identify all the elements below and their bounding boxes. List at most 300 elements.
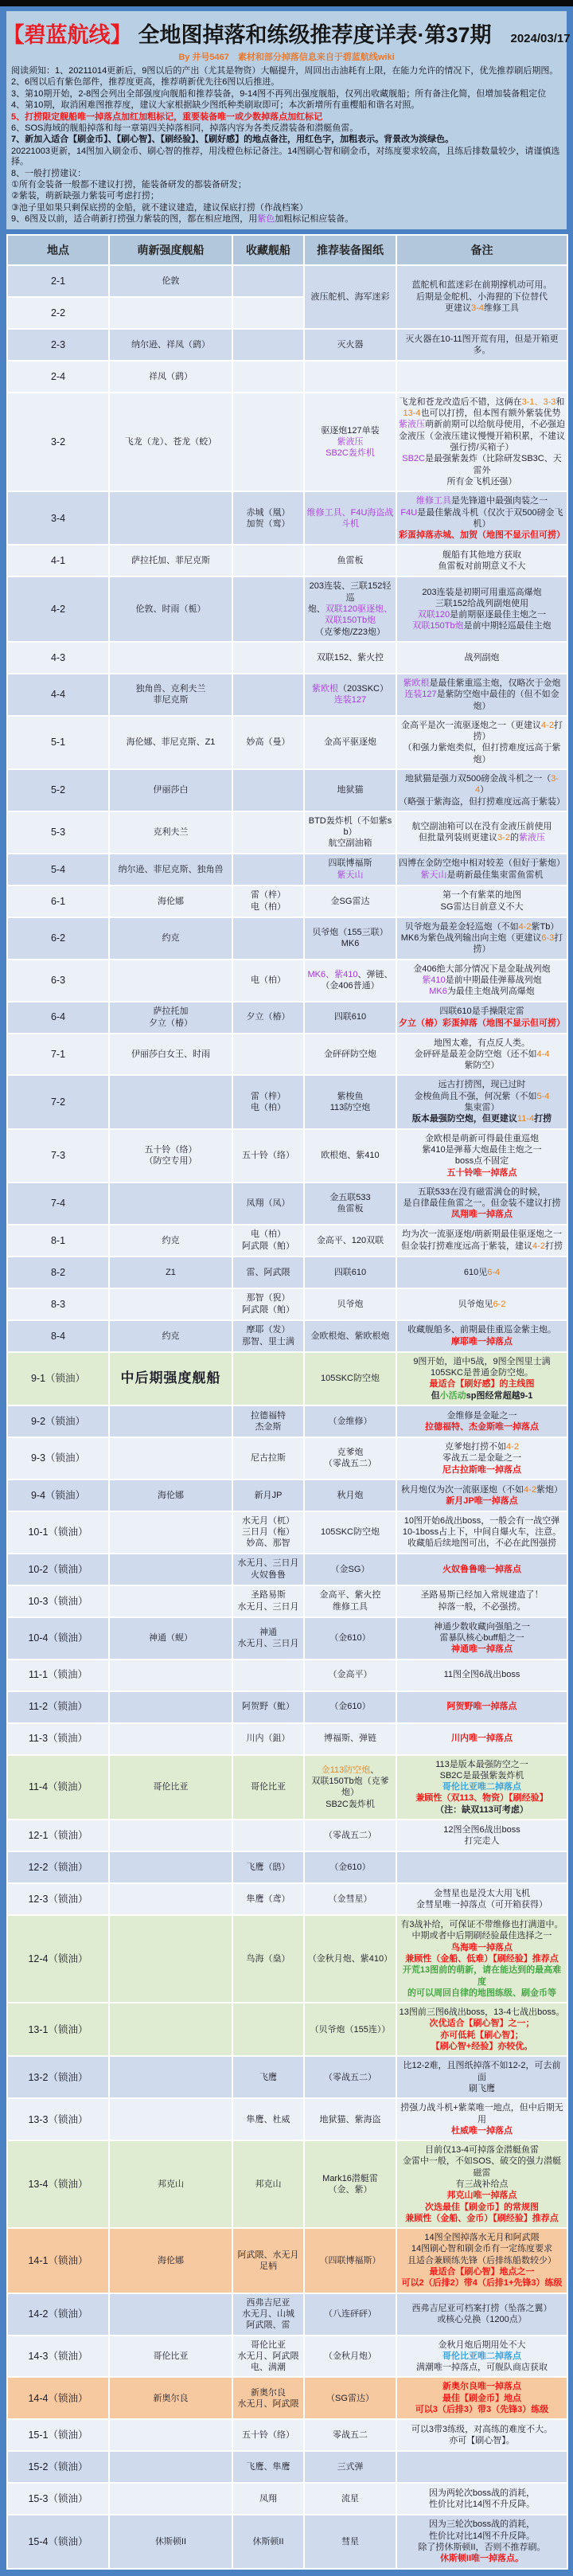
remarks-cell: 10图开始6战出boss，一般会有一战空弹 10-1boss占上下，中间自爆火车，注意。 收藏船后续地图可出，不必在此图强捞: [396, 1511, 567, 1554]
newbie-ships-cell: 约克: [109, 917, 232, 960]
location-cell: 9-1（锁油）: [7, 1352, 109, 1405]
newbie-ships-cell: [109, 1723, 232, 1755]
note-line: 9、6图及以前，适合萌新打捞强力紫装的图，都在相应地图，用紫色加粗标记相应装备。: [11, 214, 354, 225]
blueprints-cell: 彗星: [304, 2515, 396, 2568]
blueprints-cell: 105SKC防空炮: [304, 1511, 396, 1554]
blueprints-cell: 四联610: [304, 1257, 396, 1288]
byline: By 井号5467 素材和部分掉落信息来自于碧蓝航线wiki: [178, 53, 395, 62]
location-cell: 14-1（锁油）: [7, 2228, 109, 2293]
blueprints-cell: BTD轰炸机（不如紫sb） 航空副油箱: [304, 811, 396, 854]
location-cell: 11-2（锁油）: [7, 1691, 109, 1723]
blueprints-cell: 贝爷炮: [304, 1288, 396, 1320]
collection-ships-cell: [232, 545, 304, 577]
blueprints-cell: 金砰砰防空炮: [304, 1034, 396, 1076]
blueprints-cell: MK6、紫410、弹链、 （金406普通）: [304, 960, 396, 1002]
remarks-cell: 金彗星也是没太大用飞机 金彗星唯一掉落点（可开箱获得）: [396, 1883, 567, 1915]
table-row: [7, 1320, 567, 1352]
blueprints-cell: Mark16潜艇雷 （金、紫）: [304, 2140, 396, 2228]
newbie-ships-cell: [109, 1883, 232, 1915]
blueprints-cell: 金SG雷达: [304, 885, 396, 917]
collection-ships-cell: 飞鹰（鸱）: [232, 1851, 304, 1883]
blueprints-cell: 105SKC防空炮: [304, 1352, 396, 1405]
table-row: [7, 1883, 567, 1915]
location-cell: 10-3（锁油）: [7, 1585, 109, 1617]
collection-ships-cell: [232, 674, 304, 716]
table-row: [7, 1511, 567, 1554]
collection-ships-cell: 那智（猊） 阿武隈（鲌）: [232, 1288, 304, 1320]
location-cell: 6-4: [7, 1002, 109, 1034]
collection-ships-cell: [232, 393, 304, 491]
reader-notes: [11, 66, 562, 225]
newbie-ships-cell: 约克: [109, 1320, 232, 1352]
table-row: [7, 1723, 567, 1755]
remarks-cell: 金欧根是萌新可得最佳重巡炮 紫410是弹幕大炮最佳主炮之一 boss点不固定 五十铃唯一掉落点: [396, 1129, 567, 1182]
remarks-cell: 飞龙和苍龙改造后不错，这俩在3-1、3-3和 13-4也可以打捞，但本图有额外紫装优势 紫液压萌新前期可以给航母使用，不必强迫 金液压（金液压建议慢慢开箱积累，不建议 强行捞/买箱子） SB2C是最强紫轰炸（比除研发SB3C、天雷外 所有金飞机还强）: [396, 393, 567, 491]
location-cell: 9-4（锁油）: [7, 1480, 109, 1511]
location-cell: 14-3（锁油）: [7, 2336, 109, 2378]
newbie-ships-cell: [109, 297, 232, 329]
collection-ships-cell: 新月JP: [232, 1480, 304, 1511]
location-cell: 12-2（锁油）: [7, 1851, 109, 1883]
location-cell: 4-3: [7, 642, 109, 674]
table-row: [7, 2003, 567, 2056]
location-cell: 9-2（锁油）: [7, 1405, 109, 1437]
table-row: [7, 1755, 567, 1820]
note-line: 3、第10期开始，2-8图会列出全部强度向舰船和推荐装备，9-14图不再列出强度舰船，仅列出收藏舰船；所有备注化简，但增加装备粗定位: [11, 88, 547, 99]
newbie-ships-cell: 独角兽、克利夫兰 菲尼克斯: [109, 674, 232, 716]
newbie-ships-cell: 海伦娜: [109, 885, 232, 917]
table-row: [7, 2419, 567, 2451]
remarks-cell: 第一个有紫菜的地图 SG雷达目前意义不大: [396, 885, 567, 917]
blueprints-cell: 克爹炮 （零战五二）: [304, 1437, 396, 1480]
newbie-ships-cell: [109, 2056, 232, 2098]
location-cell: 6-1: [7, 885, 109, 917]
collection-ships-cell: [232, 642, 304, 674]
collection-ships-cell: 阿贺野（魮）: [232, 1691, 304, 1723]
newbie-ships-cell: 伊丽莎白: [109, 769, 232, 811]
location-cell: 13-1（锁油）: [7, 2003, 109, 2056]
location-cell: 12-4（锁油）: [7, 1915, 109, 2003]
location-cell: 2-2: [7, 297, 109, 329]
remarks-cell: 圣路易斯已经加入常规建造了！ 掉落一般，不必强捞。: [396, 1585, 567, 1617]
table-row: [7, 1659, 567, 1691]
location-cell: 8-1: [7, 1225, 109, 1257]
col-header-newbie-ships: 萌新强度舰船: [109, 235, 232, 265]
newbie-ships-cell: 哥伦比亚: [109, 2336, 232, 2378]
collection-ships-cell: [232, 1659, 304, 1691]
remarks-cell: 灭火器在10-11图开荒有用，但是开箱更多。: [396, 329, 567, 361]
remarks-cell: 维修工具是先锋道中最强肉装之一 F4U是最佳紫战斗机（仅次于双500磅金飞机） 彩蛋掉落赤城、加贺（地图不显示但可捞）: [396, 491, 567, 545]
table-row: [7, 545, 567, 577]
newbie-ships-cell: 萨拉托加、菲尼克斯: [109, 545, 232, 577]
blueprints-cell: 地狱猫、紫海盗: [304, 2098, 396, 2140]
blueprints-cell: 贝爷炮（155三联） MK6: [304, 917, 396, 960]
collection-ships-cell: [232, 265, 304, 297]
table-row: [7, 2293, 567, 2336]
table-row: [7, 2451, 567, 2483]
collection-ships-cell: [232, 1034, 304, 1076]
location-cell: 2-4: [7, 361, 109, 393]
title-brand: 【碧蓝航线】: [2, 23, 132, 47]
blueprints-cell: 金高平、紫火控 维修工具: [304, 1585, 396, 1617]
collection-ships-cell: 电（柏） 阿武隈（鲌）: [232, 1225, 304, 1257]
blueprints-cell: （金彗星）: [304, 1883, 396, 1915]
note-line: 7、新加入适合【刷金币】、【刷心智】、【刷经验】、【刷好感】的地点备注，用红色字，加粗表示。背景改为淡绿色。: [11, 135, 454, 145]
table-row: [7, 854, 567, 885]
remarks-cell: 川内唯一掉落点: [396, 1723, 567, 1755]
blueprints-cell: （金SG）: [304, 1554, 396, 1585]
location-cell: 10-1（锁油）: [7, 1511, 109, 1554]
remarks-cell: 金维修是金耻之一 拉德福特、杰金斯唯一掉落点: [396, 1405, 567, 1437]
collection-ships-cell: 五十铃（络）: [232, 1129, 304, 1182]
collection-ships-cell: 水无月、三日月 火奴鲁鲁: [232, 1554, 304, 1585]
collection-ships-cell: 哥伦比亚 水无月、阿武隈 电、满潮: [232, 2336, 304, 2378]
collection-ships-cell: 拉德福特 杰金斯: [232, 1405, 304, 1437]
remarks-cell: 收藏舰船多、前期最佳重巡金紫主炮。 摩耶唯一掉落点: [396, 1320, 567, 1352]
blueprints-cell: （四联博福斯）: [304, 2228, 396, 2293]
table-row: [7, 1034, 567, 1076]
location-cell: 15-4（锁油）: [7, 2515, 109, 2568]
table-row: [7, 1851, 567, 1883]
remarks-cell: 113是版本最强防空之一 SB2C是最强紫轰炸机 哥伦比亚唯二掉落点 兼顾性（双113、物资）【刷经验】 （注：缺双113可考虑）: [396, 1755, 567, 1820]
blueprints-cell: （贝爷炮（155连））: [304, 2003, 396, 2056]
table-row: [7, 1554, 567, 1585]
table-row: [7, 674, 567, 716]
newbie-ships-cell: [109, 1511, 232, 1554]
location-cell: 7-4: [7, 1182, 109, 1225]
top-border: [0, 0, 573, 6]
location-cell: 5-1: [7, 716, 109, 769]
collection-ships-cell: [232, 329, 304, 361]
collection-ships-cell: [232, 1352, 304, 1405]
note-line: ①所有金装备一般都不建议打捞，能装备研发的都装备研发；: [11, 180, 247, 190]
table-row: [7, 811, 567, 854]
remarks-cell: 610见6-4: [396, 1257, 567, 1288]
remarks-cell: 战列副炮: [396, 642, 567, 674]
table-row: [7, 1915, 567, 2003]
location-cell: 14-2（锁油）: [7, 2293, 109, 2336]
newbie-ships-cell: 飞龙（龙）、苍龙（蛟）: [109, 393, 232, 491]
remarks-cell: 地狱猫是强力双500磅金战斗机之一（3-4） （略强于紫海盗，但打捞难度远高于紫装）: [396, 769, 567, 811]
newbie-ships-cell: [109, 1554, 232, 1585]
remarks-cell: 金秋月炮后期用处不大 哥伦比亚唯二掉落点 满潮唯一掉落点，可舰队商店获取: [396, 2336, 567, 2378]
newbie-ships-cell: 祥凤（鹞）: [109, 361, 232, 393]
table-header-row: [7, 235, 567, 265]
location-cell: 5-3: [7, 811, 109, 854]
table-row: [7, 1225, 567, 1257]
location-cell: 3-4: [7, 491, 109, 545]
collection-ships-cell: 夕立（椿）: [232, 1002, 304, 1034]
location-cell: 14-4（锁油）: [7, 2377, 109, 2419]
newbie-ships-cell: [109, 1820, 232, 1851]
remarks-cell: 蓝舵机和蓝迷彩在前期撑机动可用。 后期是金舵机、小海狸的下位替代 更建议3-4维修工具: [396, 265, 567, 329]
remarks-cell: 金高平是次一流驱逐炮之一（更建议4-2打捞） （和强力紫炮类似，但打捞难度远高于紫炮）: [396, 716, 567, 769]
table-row: [7, 2098, 567, 2140]
location-cell: 8-4: [7, 1320, 109, 1352]
collection-ships-cell: 水无月（杌） 三日月（柂） 妙高、那智: [232, 1511, 304, 1554]
remarks-cell: 阿贺野唯一掉落点: [396, 1691, 567, 1723]
table-row: [7, 1182, 567, 1225]
newbie-ships-cell: [109, 491, 232, 545]
blueprints-cell: 金五联533 鱼雷板: [304, 1182, 396, 1225]
blueprints-cell: 金高平驱逐炮: [304, 716, 396, 769]
location-cell: 8-3: [7, 1288, 109, 1320]
location-cell: 5-4: [7, 854, 109, 885]
title-date: 2024/03/17: [510, 32, 571, 45]
col-header-remarks: 备注: [396, 235, 567, 265]
blueprints-cell: 灭火器: [304, 329, 396, 361]
blueprints-cell: 四联博福斯 紫天山: [304, 854, 396, 885]
location-cell: 6-3: [7, 960, 109, 1002]
remarks-cell: 神通少数收藏向强船之一 雷暴队核心buff船之一 神通唯一掉落点: [396, 1617, 567, 1659]
blueprints-cell: （金高平）: [304, 1659, 396, 1691]
newbie-ships-cell: 海伦娜、菲尼克斯、Z1: [109, 716, 232, 769]
newbie-ships-cell: [109, 1437, 232, 1480]
blueprints-cell: 流星: [304, 2483, 396, 2515]
location-cell: 13-4（锁油）: [7, 2140, 109, 2228]
table-row: [7, 2056, 567, 2098]
newbie-ships-cell: 萨拉托加 夕立（椿）: [109, 1002, 232, 1034]
collection-ships-cell: 川内（鉏）: [232, 1723, 304, 1755]
remarks-cell: 13图前三图6战出boss，13-4七战出boss。 次优适合【刷心智】之一； 亦可低耗【刷心智】； 【刷心智+经验】亦较优。: [396, 2003, 567, 2056]
newbie-ships-cell: 约克: [109, 1225, 232, 1257]
remarks-cell: 五联533在没有磁雷满仓的时候， 是自律最佳鱼雷之一。但金装不建议打捞 凤翔唯一掉落点: [396, 1182, 567, 1225]
table-row: [7, 960, 567, 1002]
collection-ships-cell: [232, 2003, 304, 2056]
remarks-cell: 12图全图6战出boss 打完走人: [396, 1820, 567, 1851]
collection-ships-cell: 摩耶（发） 那智、里士满: [232, 1320, 304, 1352]
table-row: [7, 1405, 567, 1437]
remarks-cell: [396, 2451, 567, 2483]
location-cell: 11-3（锁油）: [7, 1723, 109, 1755]
remarks-cell: 贝爷炮见6-2: [396, 1288, 567, 1320]
collection-ships-cell: [232, 917, 304, 960]
location-cell: 5-2: [7, 769, 109, 811]
newbie-ships-cell: [109, 2003, 232, 2056]
remarks-cell: 均为次一流驱逐炮/萌新期最佳驱逐炮之一 但金装打捞难度远高于紫装，建议4-2打捞: [396, 1225, 567, 1257]
title-main: 全地图掉落和练级推荐度详表·第37期: [138, 23, 492, 47]
remarks-cell: 紫欧根是最佳紫重巡主炮，仅略次于金炮 连装127是紫防空炮中最佳的（但不如金炮）: [396, 674, 567, 716]
note-line: 2、6图以后有紫色部件，推荐度更高，推荐萌新优先往6图以后推进。: [11, 77, 280, 88]
newbie-ships-cell: 纳尔逊、菲尼克斯、独角兽: [109, 854, 232, 885]
blueprints-cell: 金113防空炮、 双联150Tb炮（克爹炮） SB2C轰炸机: [304, 1755, 396, 1820]
note-line: 8、一般打捞建议：: [11, 168, 87, 178]
newbie-ships-cell: [109, 2419, 232, 2451]
newbie-ships-cell: 五十铃（络） （防空专用）: [109, 1129, 232, 1182]
location-cell: 11-1（锁油）: [7, 1659, 109, 1691]
newbie-ships-cell: [109, 1585, 232, 1617]
collection-ships-cell: [232, 769, 304, 811]
collection-ships-cell: 雷、阿武隈: [232, 1257, 304, 1288]
table-row: [7, 885, 567, 917]
blueprints-cell: 欧根炮、紫410: [304, 1129, 396, 1182]
blueprints-cell: （金秋月炮、紫410）: [304, 1915, 396, 2003]
collection-ships-cell: 邦克山: [232, 2140, 304, 2228]
drop-table-body: [7, 265, 567, 2569]
blueprints-cell: 鱼雷板: [304, 545, 396, 577]
remarks-cell: 因为两轮次boss战的消耗， 性价比对比14图不升反降。: [396, 2483, 567, 2515]
table-row: [7, 2483, 567, 2515]
blueprints-cell: （金610）: [304, 1617, 396, 1659]
header-panel: [2, 11, 571, 229]
collection-ships-cell: 雷（梓） 电（柏）: [232, 885, 304, 917]
collection-ships-cell: 电（柏）: [232, 960, 304, 1002]
newbie-ships-cell: 克利夫兰: [109, 811, 232, 854]
newbie-ships-cell: [109, 1075, 232, 1128]
newbie-ships-cell: 海伦娜: [109, 2228, 232, 2293]
collection-ships-cell: 鸟海（燊）: [232, 1915, 304, 2003]
location-cell: 6-2: [7, 917, 109, 960]
blueprints-cell: （零战五二）: [304, 1820, 396, 1851]
collection-ships-cell: 西弗吉尼亚 水无月、山城 阿武隈、雷: [232, 2293, 304, 2336]
blueprints-cell: （八连砰砰）: [304, 2293, 396, 2336]
table-row: [7, 577, 567, 641]
collection-ships-cell: 飞鹰: [232, 2056, 304, 2098]
location-cell: 13-2（锁油）: [7, 2056, 109, 2098]
collection-ships-cell: [232, 577, 304, 641]
remarks-cell: 因为三轮次boss战的消耗， 性价比对比14图不升反降。 除了捞休斯顿II，否则不推荐刷。 休斯顿II唯一掉落点。: [396, 2515, 567, 2568]
blueprints-cell: 零战五二: [304, 2419, 396, 2451]
location-cell: 12-3（锁油）: [7, 1883, 109, 1915]
collection-ships-cell: 休斯顿II: [232, 2515, 304, 2568]
collection-ships-cell: 赤城（凰） 加贺（鸾）: [232, 491, 304, 545]
newbie-ships-cell: 哥伦比亚: [109, 1755, 232, 1820]
page-title: [2, 18, 571, 49]
remarks-cell: 远古打捞图，现已过时 金梭鱼尚且不强，何况紫（不如5-4集束雷） 版本最强防空炮，但更建议11-4打捞: [396, 1075, 567, 1128]
newbie-ships-cell: 伦敦: [109, 265, 232, 297]
remarks-cell: 203连装是初期可用重巡高爆炮 三联152给战列副炮使用 双联120是前期驱逐最佳主炮之一 双联150Tb炮是前中期轻巡最佳主炮: [396, 577, 567, 641]
remarks-cell: 14图全图掉落水无月和阿武隈 14图刷心智和刷金币有一定练度要求 且适合兼顾练先锋（后排练船数较少） 最适合【刷心智】地点之一 可以2（后排2）带4（后排1+先锋3）练级: [396, 2228, 567, 2293]
remarks-cell: 9图开始，道中5战，9图全图里士满 105SKC是普通金防空炮。 最适合【刷好感】的主线图 但小活动sp图经常超越9-1: [396, 1352, 567, 1405]
col-header-location: 地点: [7, 235, 109, 265]
remarks-cell: 11图全图6战出boss: [396, 1659, 567, 1691]
collection-ships-cell: 尼古拉斯: [232, 1437, 304, 1480]
table-row: [7, 1691, 567, 1723]
location-cell: 11-4（锁油）: [7, 1755, 109, 1820]
location-cell: 12-1（锁油）: [7, 1820, 109, 1851]
location-cell: 7-2: [7, 1075, 109, 1128]
table-row: [7, 716, 567, 769]
newbie-ships-cell: 中后期强度舰船: [109, 1352, 232, 1405]
table-row: [7, 1480, 567, 1511]
table-row: [7, 1820, 567, 1851]
note-line: ②紫装，萌新缺强力紫装可考虑打捞；: [11, 191, 159, 201]
table-row: [7, 329, 567, 361]
blueprints-cell: 四联610: [304, 1002, 396, 1034]
newbie-ships-cell: [109, 2293, 232, 2336]
blueprints-cell: 秋月炮: [304, 1480, 396, 1511]
newbie-ships-cell: [109, 1691, 232, 1723]
collection-ships-cell: 飞鹰、隼鹰: [232, 2451, 304, 2483]
note-line: 20221003更新，14图加入刷金币、刷心智的推荐，用浅橙色标记备注。14图刷心智和刷金币，对练度要求较高，且练后排数量较少，请谨慎选择。: [11, 146, 560, 167]
table-row: [7, 642, 567, 674]
blueprints-cell: 地狱猫: [304, 769, 396, 811]
newbie-ships-cell: [109, 1915, 232, 2003]
newbie-ships-cell: [109, 1288, 232, 1320]
blueprints-cell: 双联152、紫火控: [304, 642, 396, 674]
blueprints-cell: （金610）: [304, 1691, 396, 1723]
newbie-ships-cell: [109, 2451, 232, 2483]
table-row: [7, 1585, 567, 1617]
table-row: [7, 1617, 567, 1659]
table-row: [7, 1002, 567, 1034]
remarks-cell: 目前仅13-4可掉落金潜艇鱼雷 金雷中一般，不如SOS、破交的强力潜艇磁雷 有三战补给点 邦克山唯一掉落点 次选最佳【刷金币】的常规图 兼顾性（金船、金币）【刷经验】推荐点: [396, 2140, 567, 2228]
collection-ships-cell: 凤翔（凤）: [232, 1182, 304, 1225]
table-row: [7, 1437, 567, 1480]
location-cell: 4-2: [7, 577, 109, 641]
newbie-ships-cell: [109, 1405, 232, 1437]
location-cell: 15-1（锁油）: [7, 2419, 109, 2451]
collection-ships-cell: [232, 1820, 304, 1851]
newbie-ships-cell: 伦敦、时雨（栀）: [109, 577, 232, 641]
blueprints-cell: （零战五二）: [304, 2056, 396, 2098]
newbie-ships-cell: [109, 1182, 232, 1225]
remarks-cell: 航空副油箱可以在没有金液压前使用 但批量列装则更建议3-2的紫液压: [396, 811, 567, 854]
blueprints-cell: （金秋月炮）: [304, 2336, 396, 2378]
collection-ships-cell: 阿武隈、水无月 足柄: [232, 2228, 304, 2293]
remarks-cell: 新奥尔良唯一掉落点 最佳【刷金币】地点 可以3（后排3）带3（先锋3）练级: [396, 2377, 567, 2419]
newbie-ships-cell: 休斯顿II: [109, 2515, 232, 2568]
newbie-ships-cell: [109, 1851, 232, 1883]
blueprints-cell: 博福斯、弹链: [304, 1723, 396, 1755]
newbie-ships-cell: 伊丽莎白女王、时雨: [109, 1034, 232, 1076]
blueprints-cell: 紫梭鱼 113防空炮: [304, 1075, 396, 1128]
location-cell: 13-3（锁油）: [7, 2098, 109, 2140]
note-line: 6、SOS海域的舰船掉落和每一章第四关掉落相同，掉落内容为各类反潜装备和潜艇鱼雷。: [11, 123, 359, 134]
table-row: [7, 917, 567, 960]
collection-ships-cell: [232, 811, 304, 854]
table-row: [7, 2336, 567, 2378]
remarks-cell: 地图太难，有点反人类。 金砰砰是最差金防空炮（还不如4-4紫防空）: [396, 1034, 567, 1076]
blueprints-cell: 金高平、120双联: [304, 1225, 396, 1257]
remarks-cell: 克爹炮打捞不如4-2 零战五二是金耻之一 尼古拉斯唯一掉落点: [396, 1437, 567, 1480]
location-cell: 15-2（锁油）: [7, 2451, 109, 2483]
table-row: [7, 491, 567, 545]
table-row: [7, 1075, 567, 1128]
blueprints-cell: 驱逐炮127单装 紫液压 SB2C轰炸机: [304, 393, 396, 491]
remarks-cell: 四联610是手操限定雷 夕立（椿）彩蛋掉落（地图不显示但可捞）: [396, 1002, 567, 1034]
remarks-cell: [396, 361, 567, 393]
location-cell: 10-4（锁油）: [7, 1617, 109, 1659]
note-line: 4、第10期，取消困难图推荐度，建议大家根据缺少图纸种类刷取即可；本次新增所有重樱船和谐名对照。: [11, 100, 420, 111]
remarks-cell: 捞强力战斗机+紫菜唯一地点，但中后期无用 杜威唯一掉落点: [396, 2098, 567, 2140]
remarks-cell: 火奴鲁鲁唯一掉落点: [396, 1554, 567, 1585]
newbie-ships-cell: 新奥尔良: [109, 2377, 232, 2419]
remarks-cell: [396, 1851, 567, 1883]
blueprints-cell: 液压舵机、海军迷彩: [304, 265, 396, 329]
location-cell: 10-2（锁油）: [7, 1554, 109, 1585]
remarks-cell: 舰船有其他地方获取 鱼雷板对前期意义不大: [396, 545, 567, 577]
remarks-cell: 金406绝大部分情况下是金耻战列炮 紫410是前中期最佳弹幕战列炮 MK6为最佳主炮战列高爆炮: [396, 960, 567, 1002]
table-row: [7, 2377, 567, 2419]
remarks-cell: 四博在金防空炮中相对较差（但好于紫炮） 紫天山是萌新最佳集束雷鱼雷机: [396, 854, 567, 885]
col-header-collection-ships: 收藏舰船: [232, 235, 304, 265]
location-cell: 15-3（锁油）: [7, 2483, 109, 2515]
note-line: ③池子里如果只剩保底捞的金船，就不建议建造，建议保底打捞（作战档案）: [11, 202, 308, 213]
location-cell: 9-3（锁油）: [7, 1437, 109, 1480]
drop-table: [6, 234, 568, 2570]
collection-ships-cell: 哥伦比亚: [232, 1755, 304, 1820]
table-row: [7, 393, 567, 491]
table-row: [7, 769, 567, 811]
table-row: [7, 1352, 567, 1405]
table-row: [7, 2515, 567, 2568]
location-cell: 2-3: [7, 329, 109, 361]
note-line: 阅读须知：1、20211014更新后，9图以后的产出（尤其是物资）大幅提升，周回出击油耗有上限，在能力允许的情况下，优先推荐刷后期图。: [11, 66, 559, 76]
table-row: [7, 2228, 567, 2293]
newbie-ships-cell: [109, 960, 232, 1002]
table-row: [7, 1129, 567, 1182]
